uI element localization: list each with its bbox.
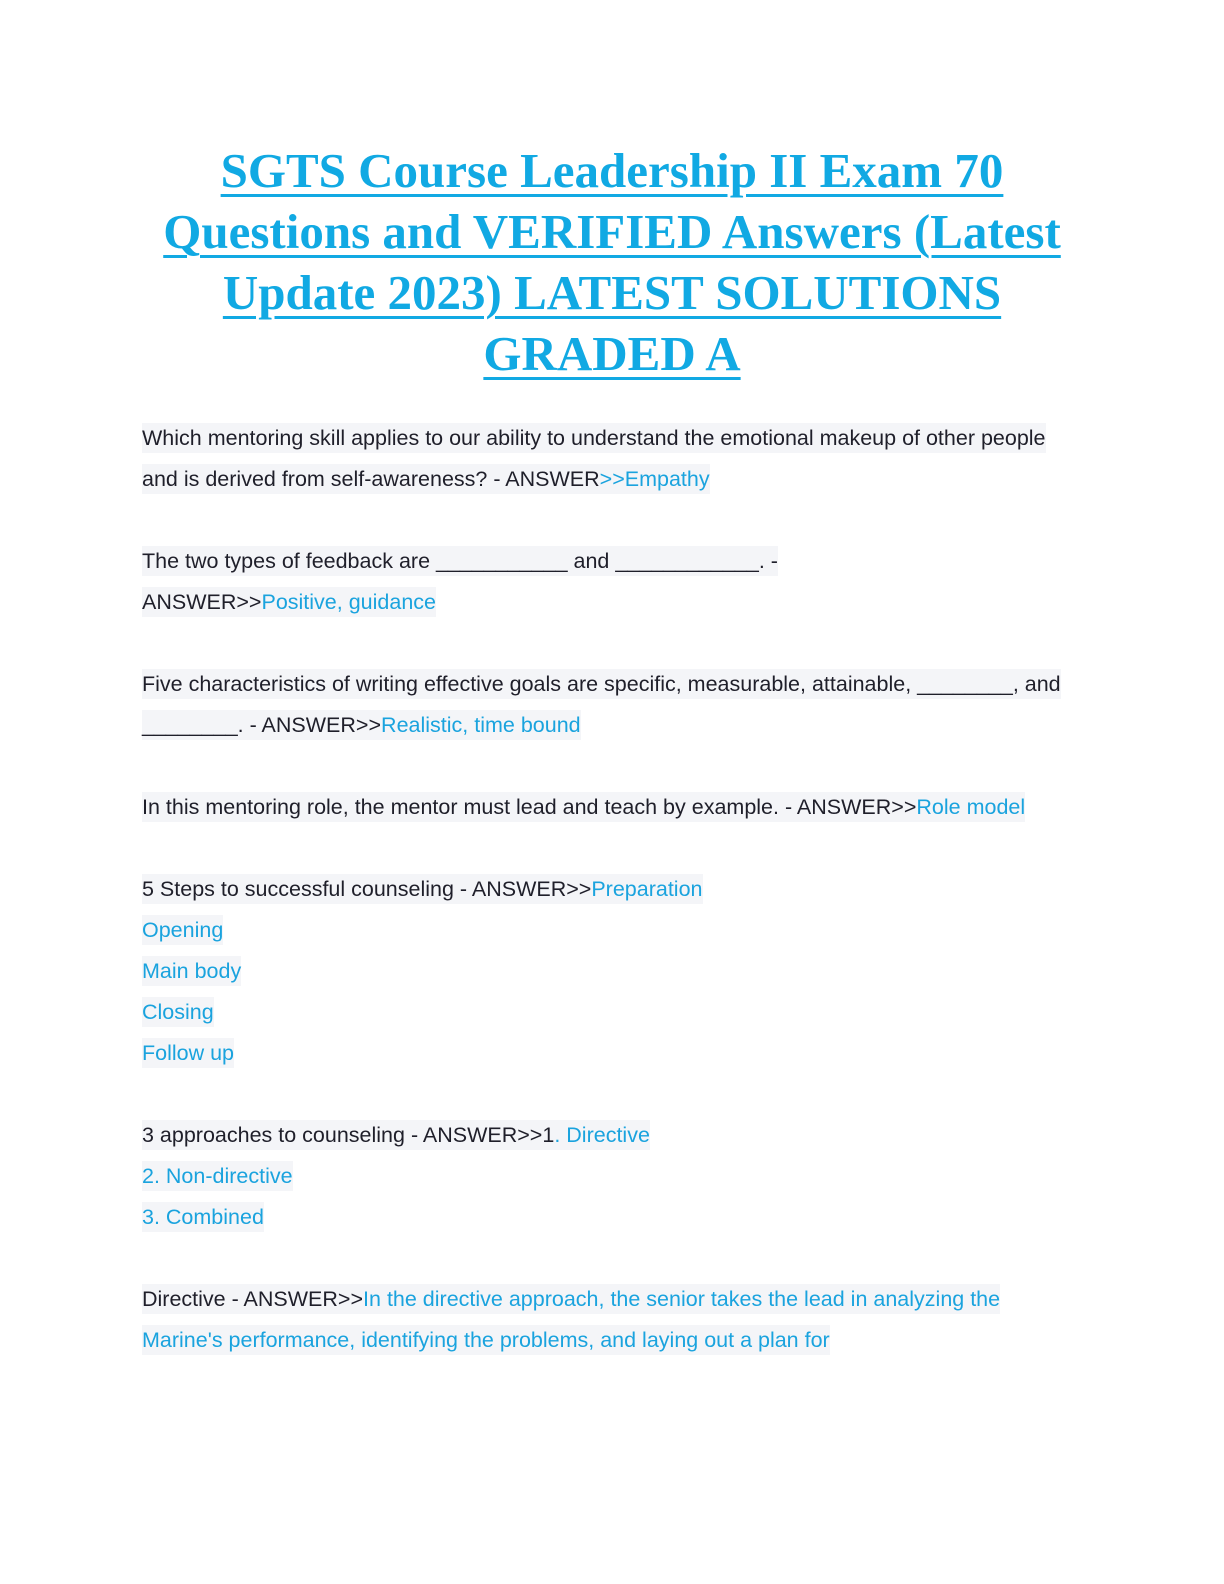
answer-marker: - ANSWER bbox=[487, 467, 600, 491]
answer-line: Opening bbox=[142, 915, 223, 945]
answer-line: 3. Combined bbox=[142, 1202, 264, 1232]
answer-text: Preparation bbox=[591, 877, 703, 901]
answer-marker: - ANSWER>> bbox=[225, 1287, 364, 1311]
question-text: 5 Steps to successful counseling bbox=[142, 877, 454, 901]
answer-line: Main body bbox=[142, 956, 241, 986]
question-text: 3 approaches to counseling bbox=[142, 1123, 405, 1147]
question-text: The two types of feedback are ___________ and ____________. - bbox=[142, 546, 778, 576]
answer-text: Positive, guidance bbox=[261, 590, 436, 614]
qa-item-1 bbox=[142, 418, 1072, 500]
qa-item-2 bbox=[142, 541, 1072, 623]
qa-item-7 bbox=[142, 1279, 1072, 1361]
answer-marker: - ANSWER>>1 bbox=[404, 1123, 555, 1147]
qa-item-3-text bbox=[142, 669, 1061, 740]
question-text: In this mentoring role, the mentor must lead and teach by example. bbox=[142, 795, 779, 819]
qa-list bbox=[142, 418, 1072, 1402]
qa-item-7-text bbox=[142, 1284, 1000, 1355]
document-title: SGTS Course Leadership II Exam 70 Questions and VERIFIED Answers (Latest Update 2023) LATEST SOLUTIONS GRADED A bbox=[163, 143, 1061, 381]
qa-item-2-line2 bbox=[142, 587, 436, 617]
qa-item-4-text bbox=[142, 792, 1025, 822]
answer-text: Realistic, time bound bbox=[381, 713, 581, 737]
answer-marker: - ANSWER>> bbox=[453, 877, 592, 901]
qa-item-5 bbox=[142, 869, 1072, 1074]
answer-line: Closing bbox=[142, 997, 214, 1027]
qa-item-1-text bbox=[142, 423, 1046, 494]
qa-item-6-text bbox=[142, 1120, 650, 1150]
answer-text: Role model bbox=[916, 795, 1026, 819]
answer-line: 2. Non-directive bbox=[142, 1161, 293, 1191]
answer-marker: - ANSWER>> bbox=[243, 713, 382, 737]
qa-item-5-text bbox=[142, 874, 703, 904]
qa-item-4 bbox=[142, 787, 1072, 828]
answer-text: >>Empathy bbox=[599, 467, 710, 491]
answer-marker: ANSWER>> bbox=[142, 590, 262, 614]
question-text: Which mentoring skill applies to our ability to understand the emotional makeup of other people and is derived from self-awareness? bbox=[142, 426, 1046, 491]
question-text: Directive bbox=[142, 1287, 226, 1311]
answer-text: In the directive approach, the senior takes the lead in analyzing the Marine's performance, identifying the problems, and laying out a plan for bbox=[142, 1287, 1001, 1352]
answer-line: Follow up bbox=[142, 1038, 234, 1068]
answer-marker: - ANSWER>> bbox=[778, 795, 917, 819]
answer-text: . Directive bbox=[554, 1123, 650, 1147]
qa-item-6 bbox=[142, 1115, 1072, 1238]
question-text: Five characteristics of writing effective goals are specific, measurable, attainable, ________, and ________. bbox=[142, 672, 1061, 737]
qa-item-3 bbox=[142, 664, 1072, 746]
